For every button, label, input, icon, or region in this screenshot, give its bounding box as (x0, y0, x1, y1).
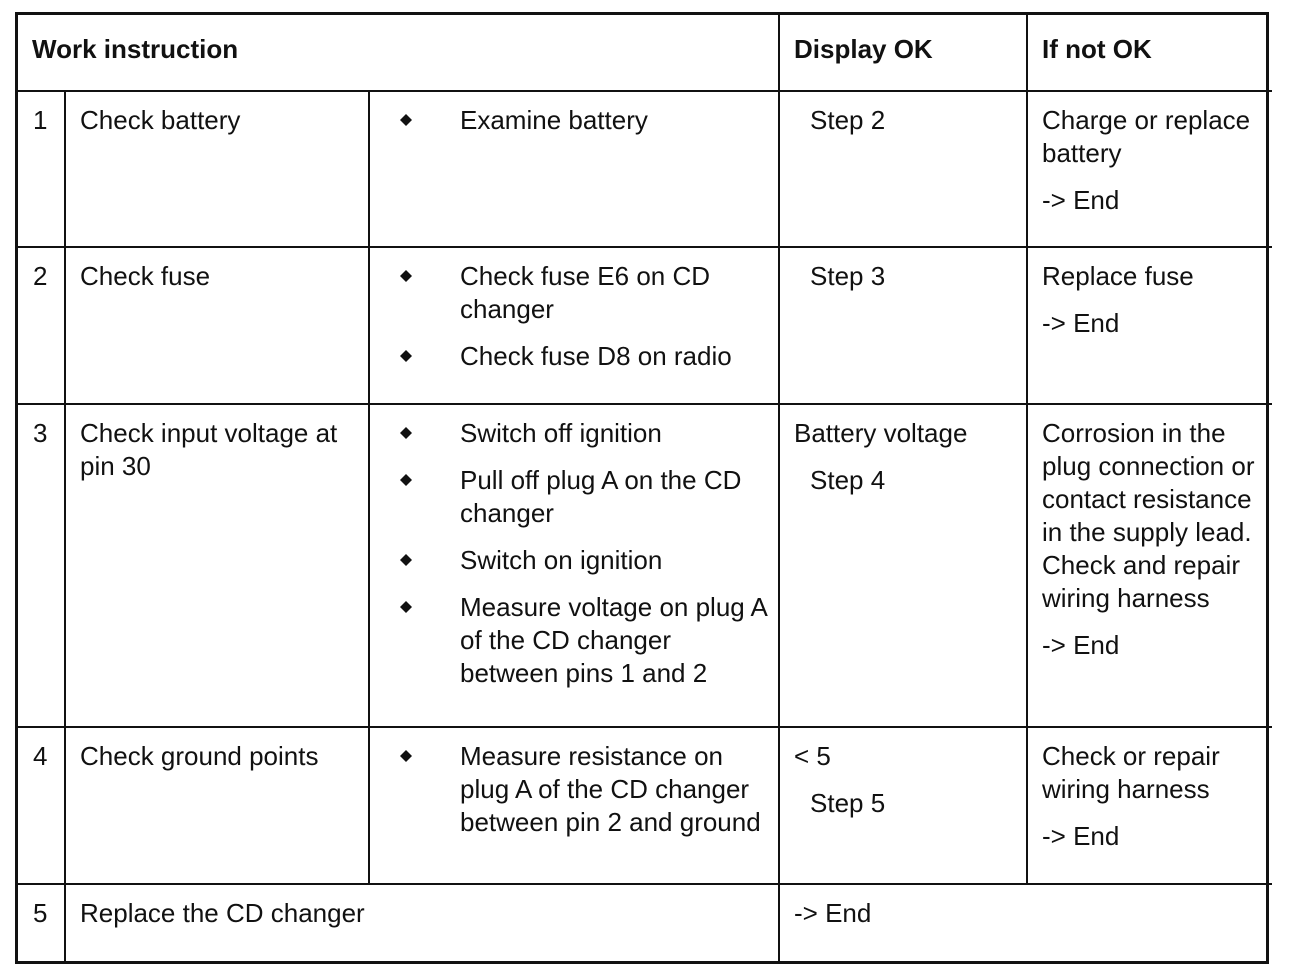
action-text: Check fuse D8 on radio (460, 341, 732, 371)
ok-result: Step 2 (810, 105, 886, 135)
step-number: 5 (18, 885, 66, 964)
action-text: Switch on ignition (460, 545, 663, 575)
action-item (384, 544, 768, 577)
action-item (384, 591, 768, 690)
step-actions (370, 248, 780, 405)
display-ok-cell (780, 248, 1028, 405)
if-not-ok-cell (1028, 92, 1272, 248)
not-ok-end: -> End (1042, 308, 1120, 338)
not-ok-text: Corrosion in the plug connection or contact resistance in the supply lead. Check and repair wiring harness (1042, 418, 1255, 613)
not-ok-end: -> End (1042, 630, 1120, 660)
header-work-instruction: Work instruction (18, 15, 780, 92)
action-item (384, 740, 768, 839)
bullet-diamond-icon (400, 114, 412, 126)
action-item (384, 260, 768, 326)
action-item (384, 464, 768, 530)
header-if-not-ok: If not OK (1028, 15, 1272, 92)
ok-value: < 5 (794, 741, 831, 771)
step-check: Check fuse (66, 248, 370, 405)
display-ok-cell (780, 405, 1028, 728)
step-actions (370, 405, 780, 728)
bullet-diamond-icon (400, 601, 412, 613)
step-number: 2 (18, 248, 66, 405)
work-instruction-table (15, 12, 1269, 964)
action-text: Switch off ignition (460, 418, 662, 448)
not-ok-text: Replace fuse (1042, 261, 1194, 291)
step-check: Replace the CD changer (66, 885, 780, 964)
bullet-diamond-icon (400, 554, 412, 566)
bullet-diamond-icon (400, 750, 412, 762)
display-ok-cell: -> End (794, 898, 872, 928)
display-ok-cell (780, 92, 1028, 248)
action-text: Check fuse E6 on CD changer (460, 261, 711, 324)
if-not-ok-cell (1028, 405, 1272, 728)
bullet-diamond-icon (400, 427, 412, 439)
step-check: Check input voltage at pin 30 (66, 405, 370, 728)
if-not-ok-cell (1028, 728, 1272, 885)
step-actions (370, 92, 780, 248)
step-number: 1 (18, 92, 66, 248)
ok-result: Step 3 (810, 261, 886, 291)
action-text: Pull off plug A on the CD changer (460, 465, 742, 528)
action-item (384, 104, 768, 137)
action-text: Measure resistance on plug A of the CD changer between pin 2 and ground (460, 741, 761, 837)
not-ok-text: Check or repair wiring harness (1042, 741, 1220, 804)
step-check: Check ground points (66, 728, 370, 885)
action-text: Examine battery (460, 105, 648, 135)
action-item (384, 417, 768, 450)
ok-result: Step 5 (810, 788, 886, 818)
step-number: 3 (18, 405, 66, 728)
header-display-ok: Display OK (780, 15, 1028, 92)
not-ok-text: Charge or replace battery (1042, 105, 1251, 168)
bullet-diamond-icon (400, 270, 412, 282)
action-text: Measure voltage on plug A of the CD changer between pins 1 and 2 (460, 592, 767, 688)
if-not-ok-cell (1028, 248, 1272, 405)
bullet-diamond-icon (400, 474, 412, 486)
not-ok-end: -> End (1042, 821, 1120, 851)
action-item (384, 340, 768, 373)
step-actions (370, 728, 780, 885)
ok-value: Battery voltage (794, 418, 968, 448)
display-ok-cell (780, 728, 1028, 885)
ok-result: Step 4 (810, 465, 886, 495)
step-number: 4 (18, 728, 66, 885)
step-check: Check battery (66, 92, 370, 248)
not-ok-end: -> End (1042, 185, 1120, 215)
bullet-diamond-icon (400, 350, 412, 362)
